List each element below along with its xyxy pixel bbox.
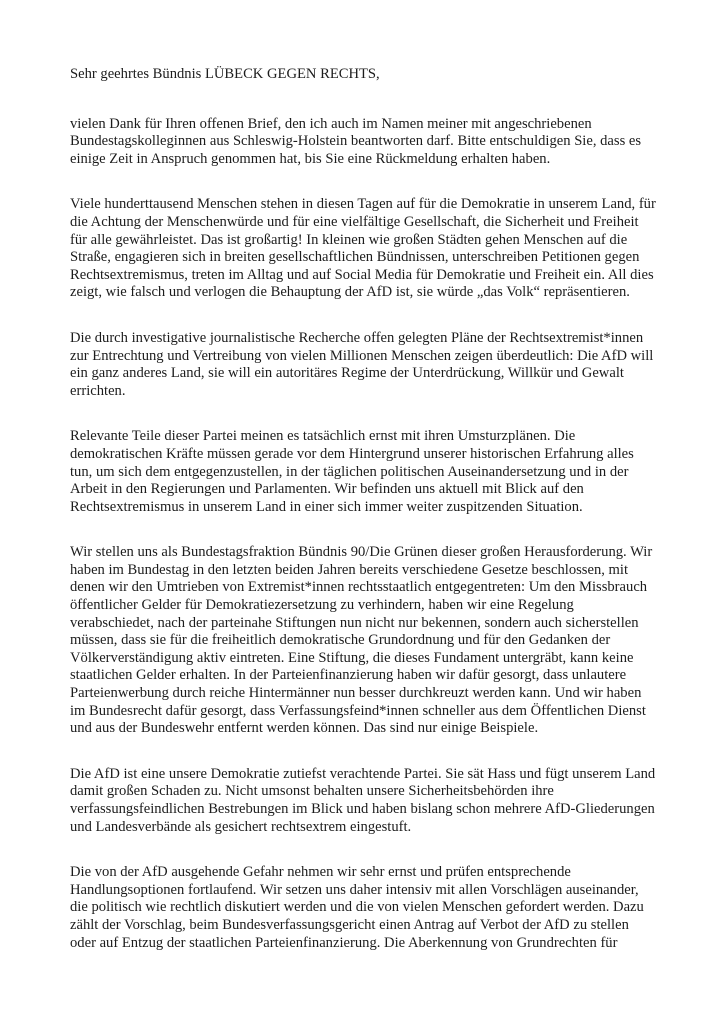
text-line: oder auf Entzug der staatlichen Parteienfinanzierung. Die Aberkennung von Grundrechten für — [70, 934, 618, 951]
text-line: müssen, dass sie für die freiheitlich demokratische Grundordnung und für den Gedanken der — [70, 632, 611, 649]
text-line: Rechtsextremismus in unserem Land in einer sich immer weiter zuspitzenden Situation. — [70, 498, 583, 515]
text-line: die politisch wie rechtlich diskutiert werden und die von vielen Menschen gefordert werden. Dazu — [70, 899, 644, 916]
text-line: verfassungsfeindlichen Bestrebungen im Blick und haben bislang schon mehrere AfD-Gliederungen — [70, 801, 655, 817]
text-line: vielen Dank für Ihren offenen Brief, den ich auch im Namen meiner mit angeschriebenen — [70, 115, 592, 132]
paragraph-investigation — [70, 330, 670, 400]
text-line: damit großen Schaden zu. Nicht umsonst behalten unsere Sicherheitsbehörden ihre — [70, 783, 554, 800]
text-line: die Achtung der Menschenwürde und für eine vielfältige Gesellschaft, die Sicherheit und Freiheit — [70, 213, 639, 230]
text-line: zeigt, wie falsch und verlogen die Behauptung der AfD ist, sie würde „das Volk“ repräsentieren. — [70, 284, 630, 301]
text-line: und Landesverbände als gesichert rechtsextrem eingestuft. — [70, 818, 412, 835]
text-line: Handlungsoptionen fortlaufend. Wir setzen uns daher intensiv mit allen Vorschlägen auseinander, — [70, 881, 639, 898]
paragraph-thanks — [70, 116, 670, 169]
text-line: denen wir den Umtrieben von Extremist*innen rechtsstaatlich entgegentreten: Um den Missbrauch — [70, 579, 648, 596]
text-line: staatlichen Gelder erhalten. In der Parteienfinanzierung haben wir dafür gesorgt, dass unlautere — [70, 667, 627, 684]
text-line: Rechtsextremismus, treten im Alltag und auf Social Media für Demokratie und Freiheit ein. All dies — [70, 266, 654, 283]
text-line: tun, um sich dem entgegenzustellen, in der täglichen politischen Auseinandersetzung und in der — [70, 463, 629, 480]
paragraph-demonstrations — [70, 196, 670, 302]
paragraph-legislation — [70, 544, 670, 738]
text-line: Völkerverständigung aktiv eintreten. Eine Stiftung, die dieses Fundament untergräbt, kann keine — [70, 649, 634, 666]
text-line: Die durch investigative journalistische Recherche offen gelegten Pläne der Rechtsextremist*innen — [70, 329, 644, 346]
text-line: Die von der AfD ausgehende Gefahr nehmen wir sehr ernst und prüfen entsprechende — [70, 864, 571, 881]
paragraph-democratic-forces — [70, 428, 670, 516]
text-line: Straße, engagieren sich in breiten gesellschaftlichen Bündnissen, unterschreiben Petitionen gegen — [70, 249, 640, 266]
text-line: Die AfD ist eine unsere Demokratie zutiefst verachtende Partei. Sie sät Hass und fügt unserem Land — [70, 765, 656, 782]
text-line: ein ganz anderes Land, sie will ein autoritäres Regime der Unterdrückung, Willkür und Gewalt — [70, 365, 624, 382]
text-line: Relevante Teile dieser Partei meinen es tatsächlich ernst mit ihren Umsturzplänen. Die — [70, 428, 576, 445]
text-line: Wir stellen uns als Bundestagsfraktion Bündnis 90/Die Grünen dieser großen Herausforderung. Wir — [70, 544, 653, 561]
text-line: Arbeit in den Regierungen und Parlamenten. Wir befinden uns aktuell mit Blick auf den — [70, 481, 584, 498]
text-line: und aus der Bundeswehr entfernt werden können. Das sind nur einige Beispiele. — [70, 720, 539, 737]
paragraph-afd-threat — [70, 766, 670, 836]
text-line: Viele hunderttausend Menschen stehen in diesen Tagen auf für die Demokratie in unserem Land, für — [70, 196, 656, 213]
letter-body — [70, 66, 670, 980]
text-line: Parteienwerbung durch reiche Hintermänner nun besser durchkreuzt werden kann. Und wir haben — [70, 685, 642, 702]
text-line: demokratischen Kräfte müssen gerade vor dem Hintergrund unserer historischen Erfahrung alles — [70, 445, 634, 462]
text-line: im Bundesrecht dafür gesorgt, dass Verfassungsfeind*innen schneller aus dem Öffentlichen Dienst — [70, 702, 646, 719]
text-line: Bundestagskolleginnen aus Schleswig-Holstein beantworten darf. Bitte entschuldigen Sie, dass es — [70, 133, 642, 150]
salutation: Sehr geehrtes Bündnis LÜBECK GEGEN RECHTS, — [70, 66, 380, 82]
text-line: zählt der Vorschlag, beim Bundesverfassungsgericht einen Antrag auf Verbot der AfD zu stellen — [70, 916, 629, 933]
text-line: errichten. — [70, 382, 126, 399]
paragraph-options — [70, 864, 670, 952]
text-line: einige Zeit in Anspruch genommen hat, bis Sie eine Rückmeldung erhalten haben. — [70, 150, 551, 167]
text-line: verabschiedet, nach der parteinahe Stiftungen nun nicht nur bekennen, sondern auch sicherstellen — [70, 614, 639, 631]
text-line: für alle gewährleistet. Das ist großartig! In kleinen wie großen Städten gehen Menschen auf die — [70, 231, 628, 248]
text-line: zur Entrechtung und Vertreibung von vielen Millionen Menschen zeigen überdeutlich: Die AfD will — [70, 347, 654, 364]
text-line: haben im Bundestag in den letzten beiden Jahren bereits verschiedene Gesetze beschlossen, mit — [70, 561, 629, 578]
text-line: öffentlicher Gelder für Demokratiezersetzung zu verhindern, haben wir eine Regelung — [70, 597, 574, 614]
